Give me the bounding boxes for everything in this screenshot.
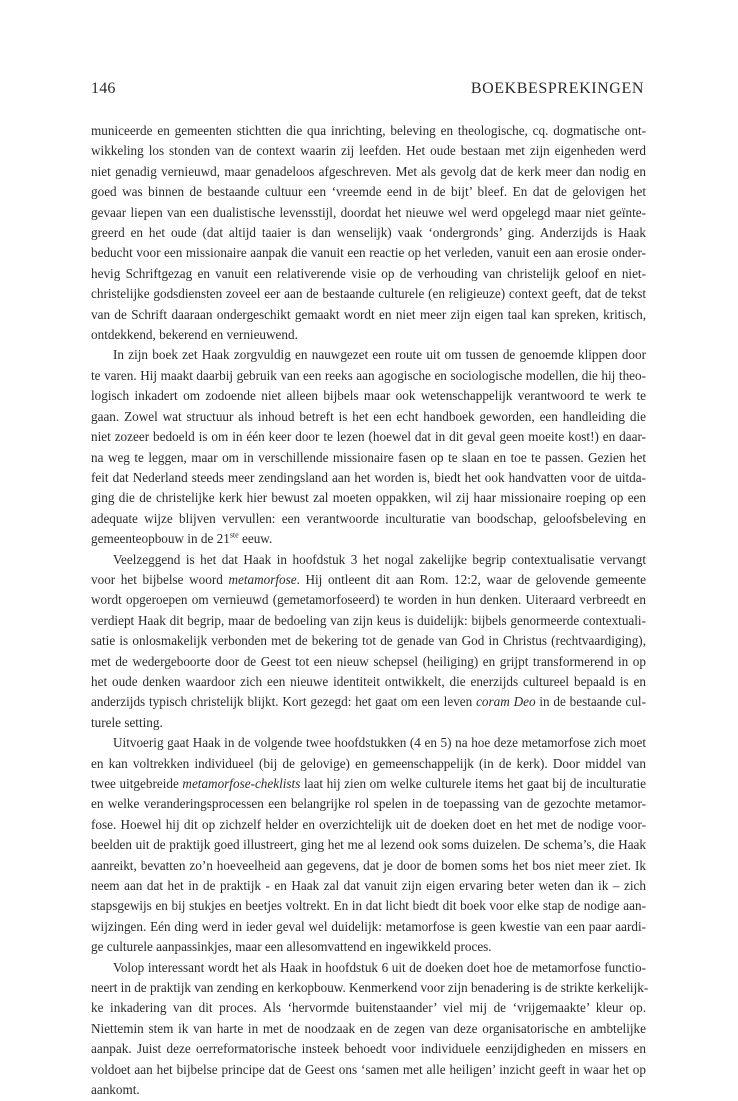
text-line: turele setting. bbox=[91, 714, 163, 730]
text-line: na weg te leggen, maar om in verschillende missionaire fasen op te slaan en toe te passen. Gezien het bbox=[91, 449, 646, 465]
text-line: te varen. Hij maakt daarbij gebruik van een reeks aan agogische en sociologische modellen, die hij theo- bbox=[91, 367, 646, 383]
text-line: municeerde en gemeenten stichtten die qua inrichting, beleving en theologische, cq. dogmatische ont- bbox=[91, 123, 646, 138]
text-line: gaan. Zowel wat structuur als inhoud betreft is het een echt handboek geworden, een handleiding die bbox=[91, 408, 646, 424]
text-line: van de Schrift daaraan ondergeschikt gemaakt wordt en niet meer zijn eigen taal kan spreken, kritisch, bbox=[91, 306, 646, 322]
text-line: adequate wijze blijven vervullen: een verantwoorde inculturatie van boodschap, geloofsbeleving en bbox=[91, 510, 646, 526]
text-line: anderzijds typisch christelijk blijkt. Kort gezegd: het gaat om een leven coram Deo in de bestaande cul- bbox=[91, 694, 646, 710]
text-line: In zijn boek zet Haak zorgvuldig en nauwgezet een route uit om tussen de genoemde klippen door bbox=[113, 347, 646, 363]
text-line: niet genadig vernieuwd, maar genadeloos afgeschreven. Met als gevolg dat de kerk meer dan nodig en bbox=[91, 163, 646, 179]
text-line: christelijke godsdiensten zoveel eer aan de bestaande culturele (en religieuze) context geeft, dat de tekst bbox=[91, 286, 646, 302]
running-title: BOEKBESPREKINGEN bbox=[470, 80, 644, 97]
text-line: wordt opgeroepen om vernieuwd (gemetamorfoseerd) te worden in hun denken. Uiteraard verbreedt en bbox=[91, 592, 646, 608]
page-number: 146 bbox=[91, 80, 116, 97]
body-text bbox=[91, 121, 649, 1101]
text-line: aankomt. bbox=[91, 1082, 140, 1098]
text-line: voldoet aan het bijbelse principe dat de Geest ons ‘samen met alle heiligen’ inzicht geeft in waar het op bbox=[91, 1061, 646, 1077]
page-header bbox=[91, 80, 644, 98]
text-line: Volop interessant wordt het als Haak in hoofdstuk 6 uit de doeken doet hoe de metamorfose functio- bbox=[113, 959, 646, 975]
text-line: logisch inkadert om zodoende niet alleen bijbels maar ook wetenschappelijk verantwoord te werk te bbox=[91, 388, 646, 404]
text-line: satie is onlosmakelijk verbonden met de bekering tot de genade van God in Christus (rechtvaardiging), bbox=[91, 633, 646, 649]
text-line: wijzingen. Eén ding werd in ieder geval wel duidelijk: metamorfose is geen kwestie van een paar aardi- bbox=[91, 918, 646, 934]
text-line: Niettemin stem ik van harte in met de noodzaak en de zegen van deze organisatorische en ambtelijke bbox=[91, 1020, 646, 1036]
italic-term: coram Deo bbox=[476, 694, 536, 710]
text-line: feit dat Nederland steeds meer zendingsland aan het worden is, biedt het ook handvatten voor de uitda- bbox=[91, 469, 646, 485]
text-line: ke inkadering van dit proces. Als ‘hervormde buitenstaander’ viel mij de ‘vrijgemaakte’ kleur op. bbox=[91, 1000, 646, 1016]
text-line: beelden uit de praktijk goed illustreert, ging het me al lezend ook soms duizelen. De schema’s, die Haak bbox=[91, 837, 646, 853]
text-line: beducht voor een missionaire aanpak die vanuit een reactie op het verleden, vanuit een aan erosie onder- bbox=[91, 245, 646, 261]
text-line: fose. Hoewel hij dit op zichzelf helder en overzichtelijk uit de doeken doet en het met de nodige voor- bbox=[91, 816, 646, 832]
text-line: verdiept Haak dit begrip, maar de bedoeling van zijn keus is duidelijk: bijbels genormeerde contextuali- bbox=[91, 612, 646, 628]
text-line: twee uitgebreide metamorfose-cheklists laat hij zien om welke culturele items het gaat bij de inculturatie bbox=[91, 776, 646, 791]
text-line: aanreikt, bevatten zo’n hoeveelheid aan gegevens, dat je door de bomen soms het bos niet meer ziet. Ik bbox=[91, 857, 646, 873]
text-line: niet zozeer bedoeld is om in één keer door te lezen (hoewel dat in dit geval geen moeite kost!) en daar- bbox=[91, 429, 646, 445]
text-line: en welke veranderingsprocessen een belangrijke rol spelen in de toepassing van de gezochte metamor- bbox=[91, 796, 646, 812]
text-line: Uitvoerig gaat Haak in de volgende twee hoofdstukken (4 en 5) na hoe deze metamorfose zich moet bbox=[113, 735, 646, 751]
text-line: gevaar liepen van een dualistische levensstijl, doordat het nieuwe wel werd opgelegd maar niet geïnte- bbox=[91, 204, 646, 220]
text-line: wikkeling los stonden van de context waarin zij leefden. Het oude bestaan met zijn eigenheden werd bbox=[91, 143, 646, 159]
text-line: neert in de praktijk van zending en kerkopbouw. Kenmerkend voor zijn benadering is de strikte kerkelijk- bbox=[91, 980, 649, 996]
superscript: ste bbox=[229, 530, 239, 540]
text-line: Veelzeggend is het dat Haak in hoofdstuk 3 het nogal zakelijke begrip contextualisatie vervangt bbox=[113, 551, 646, 567]
text-line: en kan voltrekken individueel (bij de gelovige) en gemeenschappelijk (in de kerk). Door middel van bbox=[91, 755, 646, 771]
text-line: hevig Schriftgezag en vanuit een relativerende visie op de verhouding van christelijk geloof en niet- bbox=[91, 265, 646, 281]
text-line: stapsgewijs en bij stukjes en beetjes voltrekt. En in dat licht biedt dit boek voor elke stap de nodige aan- bbox=[91, 898, 646, 914]
italic-term: metamorfose-cheklists bbox=[182, 776, 301, 791]
text-line: ging die de christelijke kerk hier bewust zal moeten oppakken, wil zij haar missionaire roeping op een bbox=[91, 490, 646, 506]
text-line: het oude denken waardoor zich een nieuwe identiteit ontwikkelt, die enerzijds cultureel bepaald is en bbox=[91, 673, 646, 689]
text-line: met de wedergeboorte door de Geest tot een nieuw schepsel (heiliging) en grijpt transformerend in op bbox=[91, 653, 646, 669]
text-line: neem aan dat het in de praktijk - en Haak zal dat vanuit zijn eigen ervaring beter weten dan ik – zich bbox=[91, 878, 646, 894]
text-line: greerd en het oude (dat altijd taaier is dan wenselijk) vaak ‘ondergronds’ ging. Anderzijds is Haak bbox=[91, 225, 646, 241]
text-line: ge culturele aanpassinkjes, maar een allesomvattend en ingewikkeld proces. bbox=[91, 939, 492, 955]
italic-term: metamorfose bbox=[228, 571, 297, 587]
text-line: voor het bijbelse woord metamorfose. Hij ontleent dit aan Rom. 12:2, waar de gelovende gemeente bbox=[91, 571, 646, 587]
text-line: goed was binnen de bestaande cultuur een ‘vreemde eend in de bijt’ bleef. En dat de gelovigen het bbox=[91, 184, 646, 200]
text-line: aanpak. Juist deze oerreformatorische insteek behoedt voor individuele eenzijdigheden en missers en bbox=[91, 1041, 646, 1057]
text-line: gemeenteopbouw in de 21ste eeuw. bbox=[91, 530, 273, 547]
text-line: ontdekkend, bekerend en vernieuwend. bbox=[91, 327, 298, 343]
